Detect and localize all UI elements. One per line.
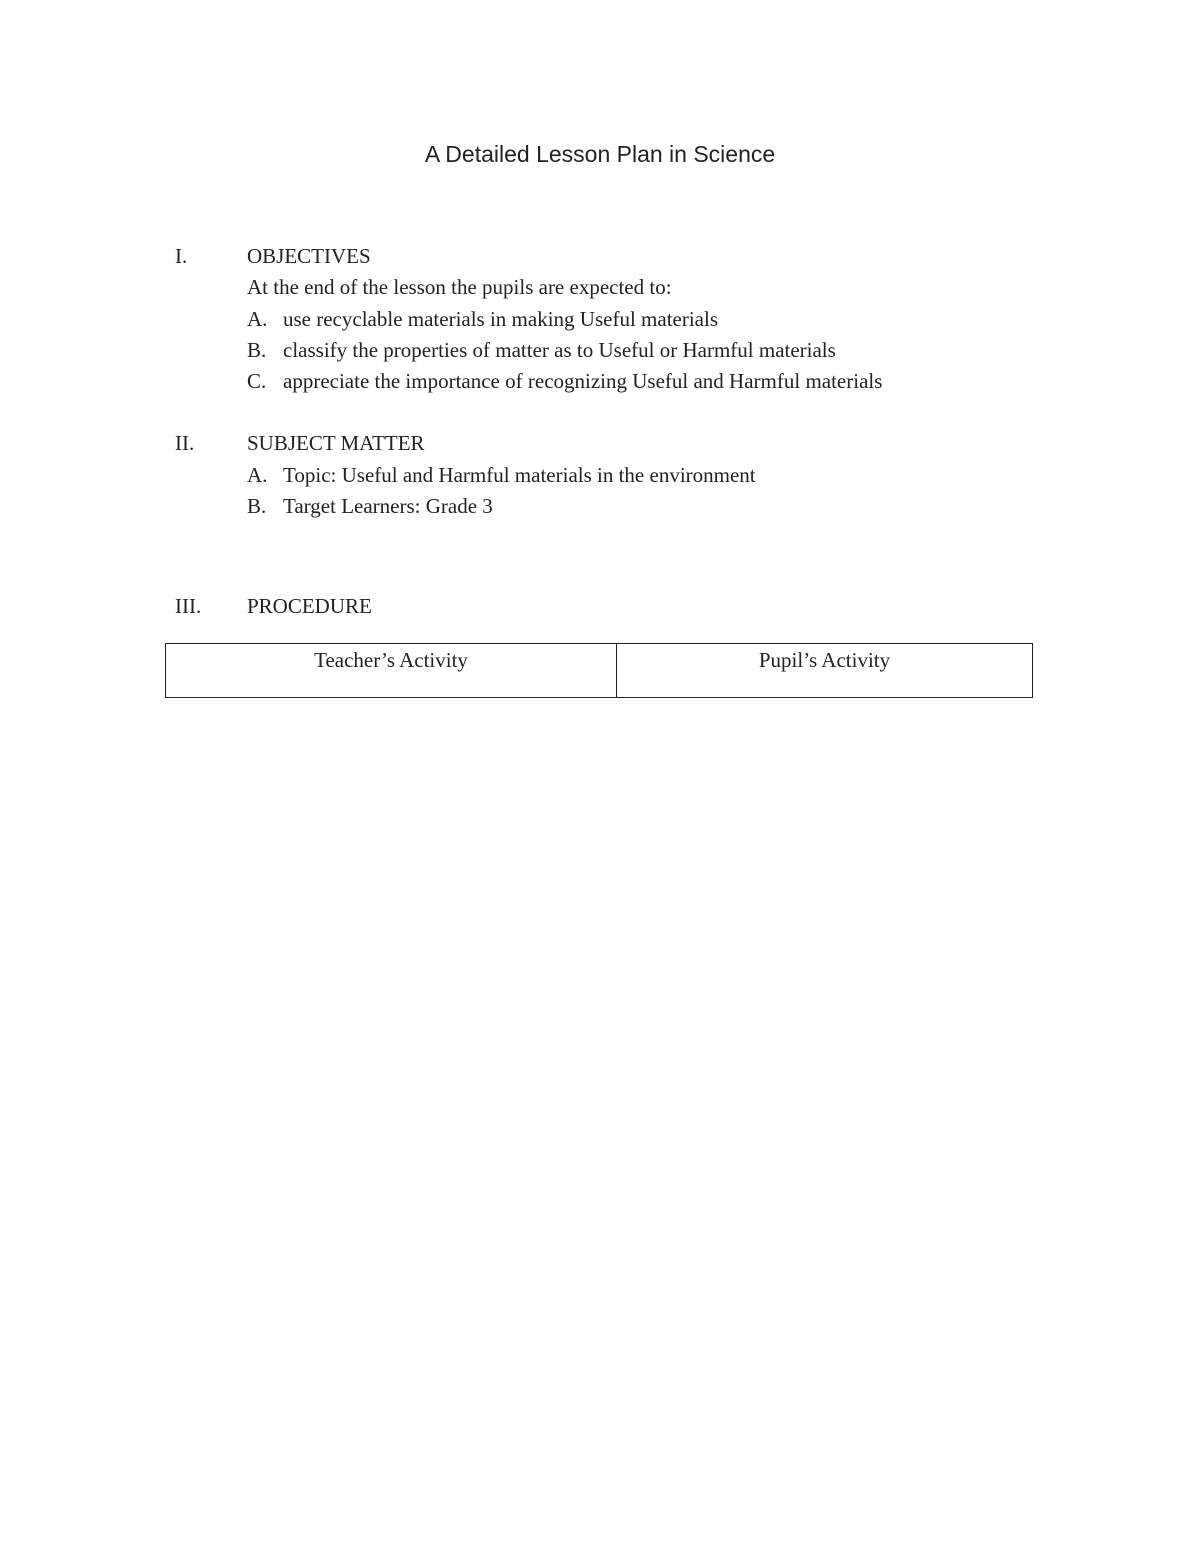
objective-text: use recyclable materials in making Useful materials xyxy=(283,307,719,331)
subject-matter-heading: SUBJECT MATTER xyxy=(247,431,425,455)
subject-matter-letter: A. xyxy=(247,463,268,487)
subject-matter-letter: B. xyxy=(247,494,267,518)
procedure-table xyxy=(165,643,1033,698)
subject-matter-text: Target Learners: Grade 3 xyxy=(283,494,493,518)
objective-letter: C. xyxy=(247,369,267,393)
procedure-numeral: III. xyxy=(175,594,202,618)
objective-text: classify the properties of matter as to Useful or Harmful materials xyxy=(283,338,836,362)
objective-letter: A. xyxy=(247,307,268,331)
document-title: A Detailed Lesson Plan in Science xyxy=(424,141,776,167)
objectives-heading: OBJECTIVES xyxy=(247,244,371,268)
pupil-activity-header: Pupil’s Activity xyxy=(758,648,891,672)
subject-matter-numeral: II. xyxy=(175,431,195,455)
objective-text: appreciate the importance of recognizing Useful and Harmful materials xyxy=(283,369,883,393)
objectives-intro: At the end of the lesson the pupils are expected to: xyxy=(247,275,672,299)
objective-letter: B. xyxy=(247,338,267,362)
objectives-numeral: I. xyxy=(175,244,188,268)
procedure-heading: PROCEDURE xyxy=(247,594,372,618)
subject-matter-text: Topic: Useful and Harmful materials in the environment xyxy=(283,463,756,487)
teacher-activity-header: Teacher’s Activity xyxy=(166,644,617,697)
